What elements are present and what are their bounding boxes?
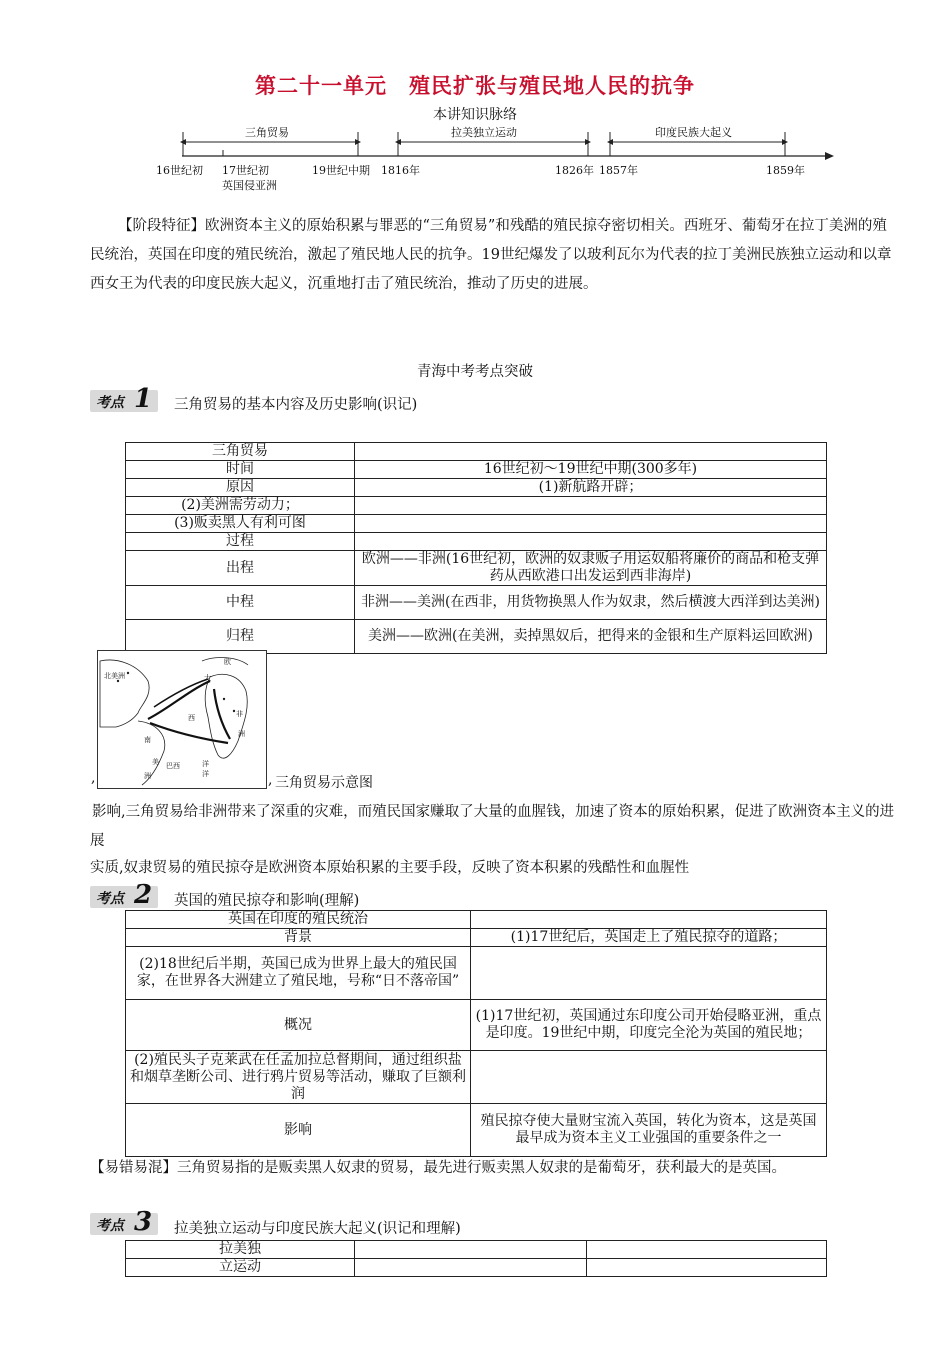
kaodian-number: 2 <box>134 880 153 910</box>
table-row <box>126 497 827 515</box>
table-cell <box>471 1051 827 1104</box>
table-cell: 概况 <box>126 1000 471 1051</box>
timeline-tick-label: 1857年 <box>599 164 638 177</box>
kaodian-word: 考点 <box>96 395 124 411</box>
timeline-tick-label: 1826年 <box>555 164 594 177</box>
section-title: 青海中考考点突破 <box>417 364 533 380</box>
table-cell: 归程 <box>126 620 355 654</box>
table-cell: (1)新航路开辟； <box>355 479 827 497</box>
timeline-tick-label: 英国侵亚洲 <box>222 179 277 192</box>
map-label: 大 <box>204 674 211 682</box>
triangle-trade-table <box>125 442 827 654</box>
timeline-segment-label: 三角贸易 <box>242 124 292 140</box>
table-cell: 三角贸易 <box>126 443 355 461</box>
triangle-trade-map <box>97 650 267 789</box>
table-cell: (2)殖民头子克莱武在任孟加拉总督期间，通过组织盐和烟草垄断公司、进行鸦片贸易等活动，赚取了巨额利润 <box>126 1051 471 1104</box>
map-comma: , <box>268 772 273 788</box>
map-label: 洋 <box>202 760 209 768</box>
map-label: 西 <box>188 714 195 722</box>
map-comma: , <box>91 770 96 786</box>
table-cell: 拉美独 <box>126 1241 355 1259</box>
map-caption: 三角贸易示意图 <box>275 775 373 791</box>
table-cell: 过程 <box>126 533 355 551</box>
table-cell <box>587 1259 827 1277</box>
stage-features <box>90 212 895 299</box>
stage-features-label: 【阶段特征】 <box>118 218 205 234</box>
confusion-text: 三角贸易指的是贩卖黑人奴隶的贸易，最先进行贩卖黑人奴隶的是葡萄牙，获利最大的是英国。 <box>177 1160 786 1176</box>
table-cell: 欧洲——非洲(16世纪初，欧洲的奴隶贩子用运奴船将廉价的商品和枪支弹药从西欧港口出发运到西非海岸) <box>355 551 827 586</box>
kaodian-word: 考点 <box>96 1218 124 1234</box>
independence-table <box>125 1240 827 1277</box>
table-row <box>126 515 827 533</box>
table-cell <box>587 1241 827 1259</box>
timeline-tick-label: 17世纪初 <box>222 164 269 177</box>
table-cell: (2)美洲需劳动力； <box>126 497 355 515</box>
table-cell: 立运动 <box>126 1259 355 1277</box>
table-row <box>126 1259 827 1277</box>
table-cell: 出程 <box>126 551 355 586</box>
table-row <box>126 1051 827 1104</box>
map-label: 洲 <box>144 772 151 780</box>
confusion-label: 【易错易混】 <box>90 1160 177 1176</box>
kaodian-number: 3 <box>134 1207 153 1237</box>
table-row <box>126 1104 827 1157</box>
kaodian-badge <box>90 1207 158 1237</box>
kaodian-title: 拉美独立运动与印度民族大起义(识记和理解) <box>174 1221 461 1237</box>
table-cell: 殖民掠夺使大量财宝流入英国，转化为资本，这是英国最早成为资本主义工业强国的重要条件之一 <box>471 1104 827 1157</box>
table-cell: 背景 <box>126 929 471 947</box>
table-row <box>126 586 827 620</box>
table-cell <box>355 533 827 551</box>
kaodian-word: 考点 <box>96 891 124 907</box>
kaodian-number: 1 <box>134 384 153 414</box>
table-row <box>126 443 827 461</box>
table-cell: 英国在印度的殖民统治 <box>126 911 471 929</box>
table-cell: (1)17世纪后，英国走上了殖民掠夺的道路； <box>471 929 827 947</box>
page-title: 第二十一单元 殖民扩张与殖民地人民的抗争 <box>255 74 695 98</box>
map-label: 巴西 <box>166 762 180 770</box>
map-label: 北美洲 <box>104 672 125 680</box>
timeline-tick-label: 1816年 <box>381 164 420 177</box>
map-label: 洋 <box>202 770 209 778</box>
table-row <box>126 1241 827 1259</box>
table-cell: 时间 <box>126 461 355 479</box>
table-cell: (1)17世纪初，英国通过东印度公司开始侵略亚洲，重点是印度。19世纪中期，印度完全沦为英国的殖民地； <box>471 1000 827 1051</box>
table-cell: 原因 <box>126 479 355 497</box>
table-cell: 16世纪初～19世纪中期(300多年) <box>355 461 827 479</box>
map-label: 非 <box>236 710 243 718</box>
map-label: 洲 <box>238 730 245 738</box>
table-row <box>126 479 827 497</box>
timeline-segment-label: 拉美独立运动 <box>448 124 520 140</box>
table-cell <box>355 1259 587 1277</box>
britain-colonial-table <box>125 910 827 1157</box>
map-label: 南 <box>144 736 151 744</box>
table-cell: 非洲——美洲(在西非，用货物换黑人作为奴隶，然后横渡大西洋到达美洲) <box>355 586 827 620</box>
essence-text: 实质,奴隶贸易的殖民掠夺是欧洲资本原始积累的主要手段，反映了资本积累的残酷性和血腥性 <box>90 860 690 876</box>
map-label: 欧 <box>224 658 231 666</box>
table-row <box>126 461 827 479</box>
table-cell: 影响 <box>126 1104 471 1157</box>
kaodian-title: 英国的殖民掠夺和影响(理解) <box>174 893 360 909</box>
table-cell: (2)18世纪后半期，英国已成为世界上最大的殖民国家，在世界各大洲建立了殖民地，号称“日不落帝国” <box>126 947 471 1000</box>
table-row <box>126 551 827 586</box>
confusion-note <box>90 1156 900 1177</box>
kaodian-title: 三角贸易的基本内容及历史影响(识记) <box>174 397 418 413</box>
timeline-tick-label: 19世纪中期 <box>312 164 370 177</box>
table-cell: 中程 <box>126 586 355 620</box>
table-row <box>126 947 827 1000</box>
table-row <box>126 620 827 654</box>
timeline-tick-label: 1859年 <box>766 164 805 177</box>
table-cell <box>355 443 827 461</box>
table-row <box>126 533 827 551</box>
page-subtitle: 本讲知识脉络 <box>433 107 517 123</box>
table-row <box>126 1000 827 1051</box>
table-cell <box>355 515 827 533</box>
table-cell <box>471 911 827 929</box>
kaodian-badge <box>90 880 158 910</box>
table-row <box>126 911 827 929</box>
table-cell: (3)贩卖黑人有利可图 <box>126 515 355 533</box>
kaodian-badge <box>90 384 158 414</box>
impact-text <box>90 798 895 856</box>
table-cell: 美洲——欧洲(在美洲，卖掉黑奴后，把得来的金银和生产原料运回欧洲) <box>355 620 827 654</box>
timeline-segment-label: 印度民族大起义 <box>652 124 735 140</box>
table-cell <box>471 947 827 1000</box>
table-cell <box>355 497 827 515</box>
timeline-tick-label: 16世纪初 <box>156 164 203 177</box>
impact-text-content: 影响,三角贸易给非洲带来了深重的灾难，而殖民国家赚取了大量的血腥钱，加速了资本的原始积累，促进了欧洲资本主义的进展 <box>90 804 895 849</box>
table-row <box>126 929 827 947</box>
stage-features-text: 欧洲资本主义的原始积累与罪恶的“三角贸易”和残酷的殖民掠夺密切相关。西班牙、葡萄牙在拉丁美洲的殖民统治，英国在印度的殖民统治，激起了殖民地人民的抗争。19世纪爆发了以玻利瓦尔为代表的拉丁美洲民族独立运动和以章西女王为代表的印度民族大起义，沉重地打击了殖民统治，推动了历史的进展。 <box>90 218 892 292</box>
map-label: 美 <box>152 758 159 766</box>
table-cell <box>355 1241 587 1259</box>
